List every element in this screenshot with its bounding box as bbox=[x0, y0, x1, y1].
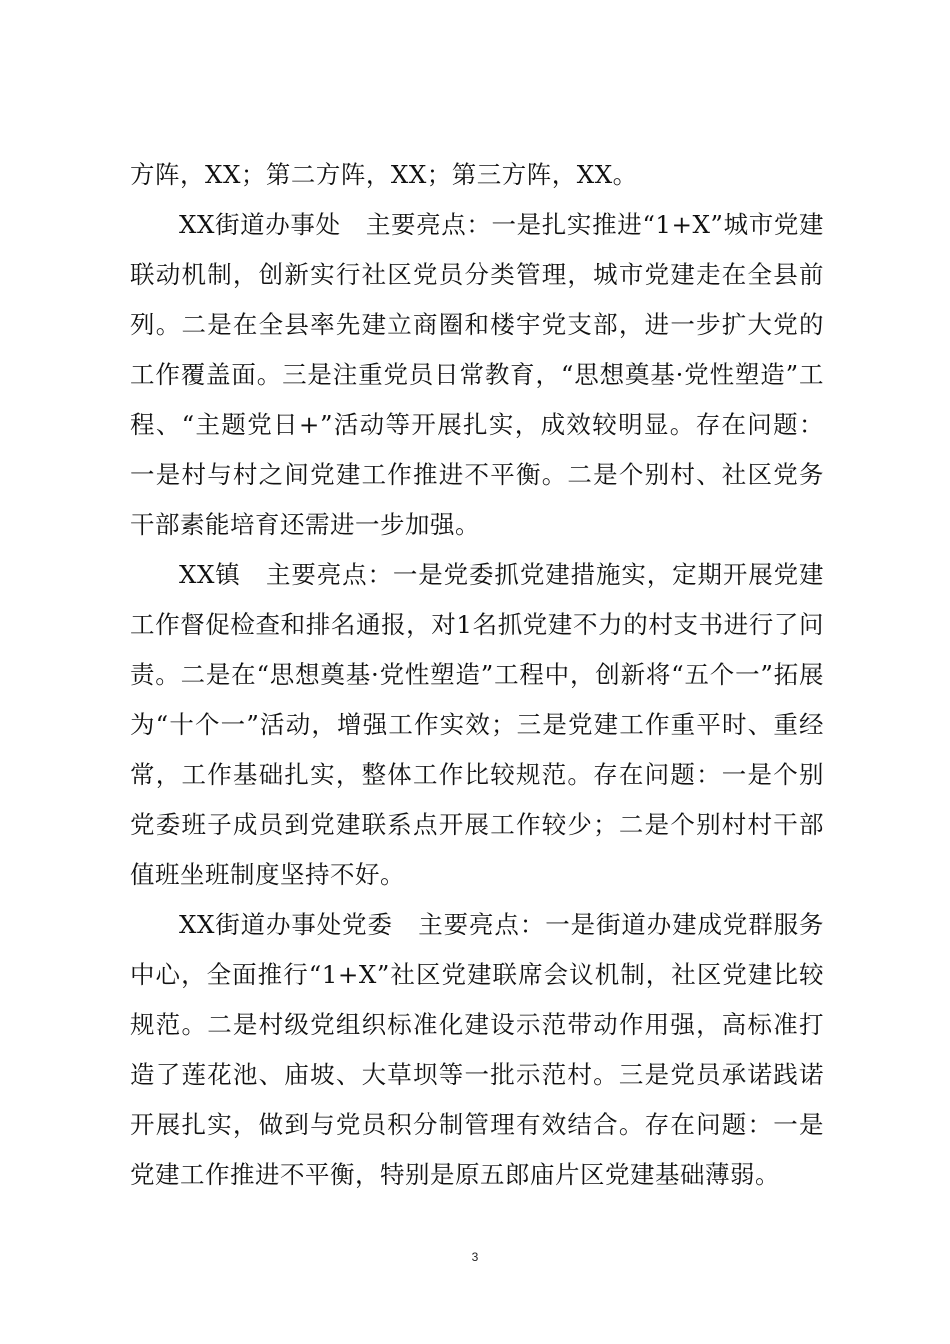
paragraph-town: XX镇 主要亮点：一是党委抓党建措施实，定期开展党建工作督促检查和排名通报，对1名抓党建不力的村支书进行了问责。二是在“思想奠基·党性塑造”工程中，创新将“五个一”拓展为“十个一”活动，增强工作实效；三是党建工作重平时、重经常，工作基础扎实，整体工作比较规范。存在问题：一是个别党委班子成员到党建联系点开展工作较少；二是个别村村干部值班坐班制度坚持不好。 bbox=[130, 560, 824, 889]
paragraph-continuation: 方阵，XX；第二方阵，XX；第三方阵，XX。 bbox=[130, 160, 638, 189]
paragraph-subdistrict-office: XX街道办事处 主要亮点：一是扎实推进“1+X”城市党建联动机制，创新实行社区党员分类管理，城市党建走在全县前列。二是在全县率先建立商圈和楼宇党支部，进一步扩大党的工作覆盖面。三是注重党员日常教育，“思想奠基·党性塑造”工程、“主题党日+”活动等开展扎实，成效较明显。存在问题：一是村与村之间党建工作推进不平衡。二是个别村、社区党务干部素能培育还需进一步加强。 bbox=[130, 210, 824, 539]
page-number: 3 bbox=[471, 1250, 479, 1264]
paragraph-subdistrict-party-committee: XX街道办事处党委 主要亮点：一是街道办建成党群服务中心，全面推行“1+X”社区党建联席会议机制，社区党建比较规范。二是村级党组织标准化建设示范带动作用强，高标准打造了莲花池、庙坡、大草坝等一批示范村。三是党员承诺践诺开展扎实，做到与党员积分制管理有效结合。存在问题：一是党建工作推进不平衡，特别是原五郎庙片区党建基础薄弱。 bbox=[130, 910, 824, 1189]
body-text bbox=[130, 150, 824, 1200]
